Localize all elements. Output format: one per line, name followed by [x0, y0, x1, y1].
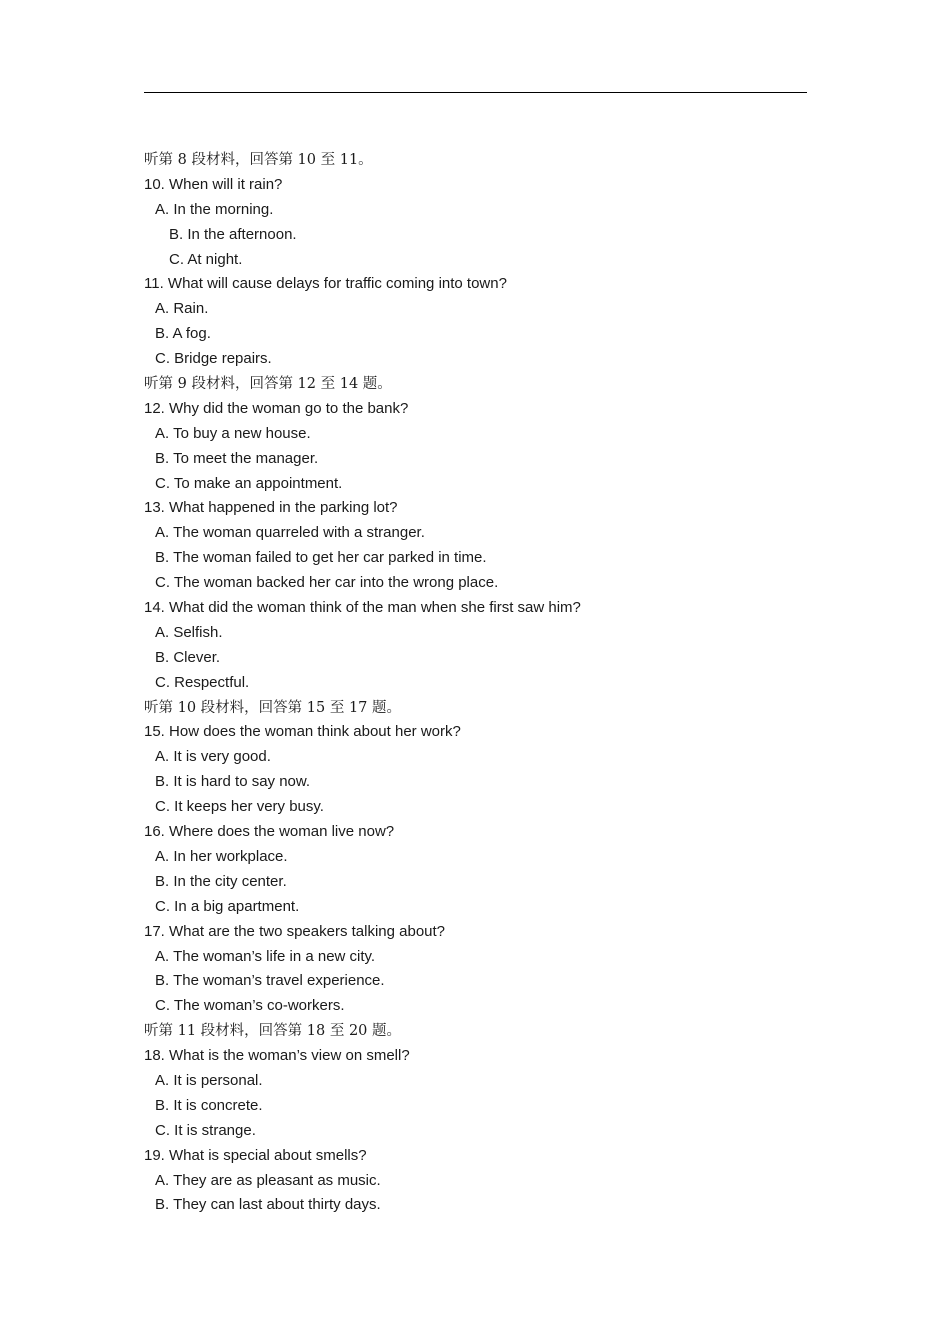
answer-option: C. To make an appointment.: [155, 474, 343, 492]
question: 19. What is special about smells?: [144, 1146, 367, 1164]
answer-option: A. The woman’s life in a new city.: [155, 947, 376, 965]
question: 18. What is the woman’s view on smell?: [144, 1047, 410, 1065]
answer-option: B. Clever.: [155, 648, 221, 666]
question: 12. Why did the woman go to the bank?: [144, 399, 409, 417]
answer-option: B. It is concrete.: [155, 1096, 263, 1114]
answer-option: A. Rain.: [155, 300, 209, 318]
question: 13. What happened in the parking lot?: [144, 499, 398, 517]
section-instruction: 听第 8 段材料，回答第 10 至 11。: [144, 152, 373, 168]
answer-option: A. In her workplace.: [155, 847, 288, 865]
answer-option: B. It is hard to say now.: [155, 773, 311, 791]
answer-option: A. In the morning.: [155, 200, 274, 218]
answer-option: C. The woman backed her car into the wrong place.: [155, 574, 499, 592]
answer-option: A. They are as pleasant as music.: [155, 1171, 381, 1189]
answer-option: C. In a big apartment.: [155, 897, 300, 915]
section-instruction: 听第 11 段材料，回答第 18 至 20 题。: [144, 1023, 402, 1040]
answer-option: C. It is strange.: [155, 1121, 256, 1139]
section-instruction: 听第 9 段材料，回答第 12 至 14 题。: [144, 376, 392, 393]
question: 16. Where does the woman live now?: [144, 823, 395, 841]
answer-option: C. Bridge repairs.: [155, 350, 272, 368]
question: 15. How does the woman think about her work?: [144, 723, 461, 741]
answer-option: A. It is personal.: [155, 1071, 263, 1089]
answer-option: B. To meet the manager.: [155, 449, 319, 467]
question: 10. When will it rain?: [144, 175, 283, 193]
question: 17. What are the two speakers talking about?: [144, 922, 446, 940]
answer-option: A. To buy a new house.: [155, 424, 311, 442]
answer-option: A. The woman quarreled with a stranger.: [155, 524, 425, 542]
answer-option: C. It keeps her very busy.: [155, 798, 324, 816]
answer-option: B. They can last about thirty days.: [155, 1196, 381, 1214]
document-body: [144, 148, 807, 1218]
question: 14. What did the woman think of the man when she first saw him?: [144, 599, 581, 617]
answer-option: B. In the city center.: [155, 872, 287, 890]
question: 11. What will cause delays for traffic coming into town?: [144, 275, 507, 293]
header-rule: [144, 92, 807, 93]
answer-option: B. The woman failed to get her car parked in time.: [155, 549, 487, 567]
answer-option: B. A fog.: [155, 325, 211, 343]
section-instruction: 听第 10 段材料，回答第 15 至 17 题。: [144, 699, 402, 716]
answer-option: A. It is very good.: [155, 748, 271, 766]
answer-option: B. The woman’s travel experience.: [155, 972, 385, 990]
answer-option: C. The woman’s co-workers.: [155, 997, 345, 1015]
answer-option: C. Respectful.: [155, 673, 250, 691]
answer-option: A. Selfish.: [155, 623, 223, 641]
answer-option: C. At night.: [169, 250, 243, 268]
answer-option: B. In the afternoon.: [169, 225, 297, 243]
